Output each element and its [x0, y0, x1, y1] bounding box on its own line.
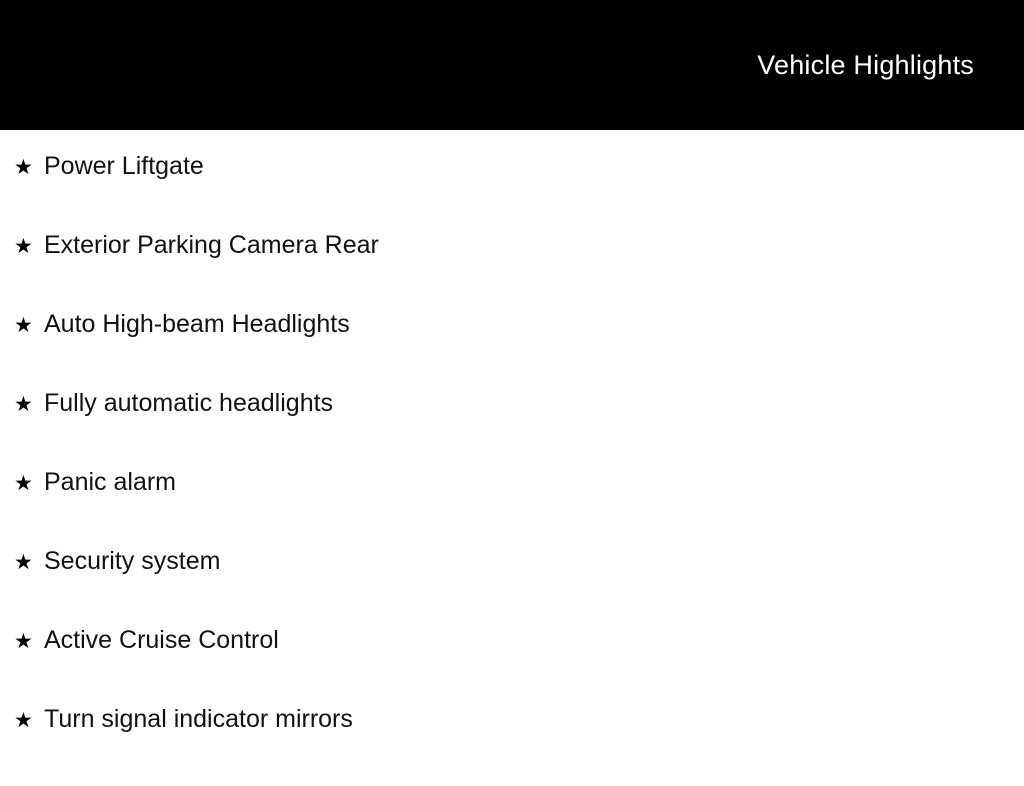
list-item-label: Active Cruise Control: [44, 626, 279, 654]
star-icon: ★: [14, 314, 33, 337]
list-item-label: Panic alarm: [44, 468, 176, 496]
star-icon: ★: [14, 156, 33, 179]
list-item: [0, 628, 1024, 707]
list-item-label: Power Liftgate: [44, 152, 204, 180]
list-item-label: Auto High-beam Headlights: [44, 310, 350, 338]
star-icon: ★: [14, 551, 33, 574]
star-icon: ★: [14, 472, 33, 495]
list-item: [0, 391, 1024, 470]
list-item: [0, 154, 1024, 233]
star-icon: ★: [14, 393, 33, 416]
list-item: [0, 233, 1024, 312]
list-item: [0, 707, 1024, 786]
star-icon: ★: [14, 709, 33, 732]
star-icon: ★: [14, 630, 33, 653]
list-item-label: Fully automatic headlights: [44, 389, 334, 417]
page-header: [0, 0, 1024, 130]
list-item: [0, 549, 1024, 628]
star-icon: ★: [14, 235, 33, 258]
vehicle-highlights-list: [0, 130, 1024, 786]
list-item: [0, 470, 1024, 549]
list-item-label: Security system: [44, 547, 221, 575]
page-title: Vehicle Highlights: [757, 49, 974, 80]
list-item: [0, 312, 1024, 391]
list-item-label: Exterior Parking Camera Rear: [44, 231, 379, 259]
list-item-label: Turn signal indicator mirrors: [44, 705, 353, 733]
